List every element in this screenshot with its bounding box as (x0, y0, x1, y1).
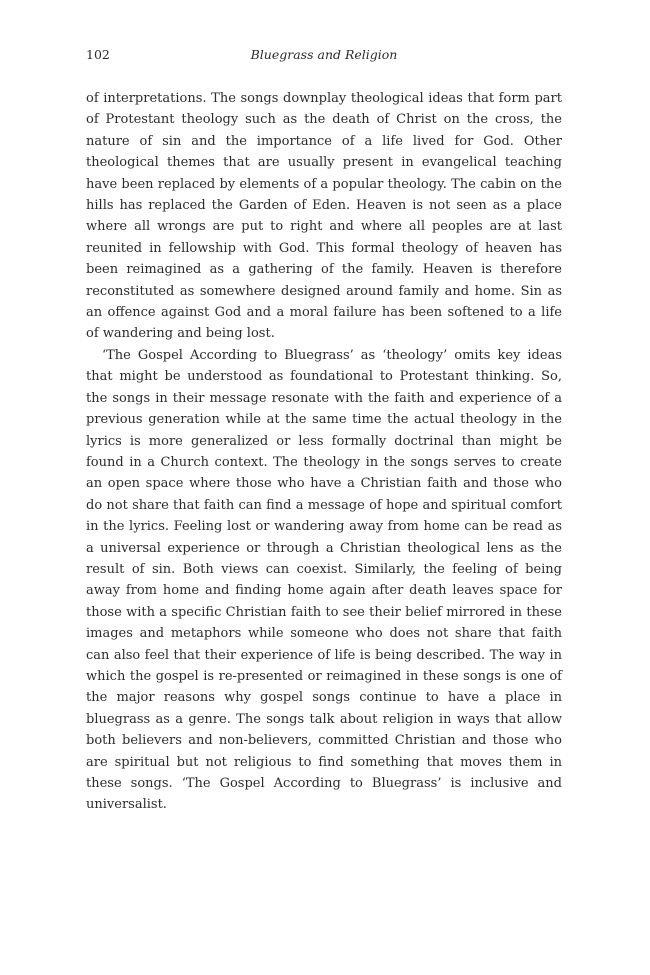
running-title: Bluegrass and Religion (250, 47, 398, 62)
body-text (86, 88, 562, 816)
paragraph: ‘The Gospel According to Bluegrass’ as ‘theology’ omits key ideas that might be understood as foundational to Protestant thinking. So, the songs in their message resonate with the faith and experience of a previous generation while at the same time the actual theology in the lyrics is more generalized or less formally doctrinal than might be found in a Church context. The theology in the songs serves to create an open space where those who have a Christian faith and those who do not share that faith can find a message of hope and spiritual comfort in the lyrics. Feeling lost or wandering away from home can be read as a universal experience or through a Christian theological lens as the result of sin. Both views can coexist. Similarly, the feeling of being away from home and finding home again after death leaves space for those with a specific Christian faith to see their belief mirrored in these images and metaphors while someone who does not share that faith can also feel that their experience of life is being described. The way in which the gospel is re-presented or reimagined in these songs is one of the major reasons why gospel songs continue to have a place in bluegrass as a genre. The songs talk about religion in ways that allow both believers and non-believers, committed Christian and those who are spiritual but not religious to find something that moves them in these songs. ‘The Gospel According to Bluegrass’ is inclusive and universalist. (86, 347, 562, 813)
paragraph-continued: of interpretations. The songs downplay theological ideas that form part of Protestant theology such as the death of Christ on the cross, the nature of sin and the importance of a life lived for God. Other theological themes that are usually present in evangelical teaching have been replaced by elements of a popular theology. The cabin on the hills has replaced the Garden of Eden. Heaven is not seen as a place where all wrongs are put to right and where all peoples are at last reunited in fellowship with God. This formal theology of heaven has been reimagined as a gathering of the family. Heaven is therefore reconstituted as somewhere designed around family and home. Sin as an offence against God and a moral failure has been softened to a life of wandering and being lost. (86, 91, 562, 342)
page-number: 102 (86, 47, 110, 62)
running-head (86, 46, 562, 64)
